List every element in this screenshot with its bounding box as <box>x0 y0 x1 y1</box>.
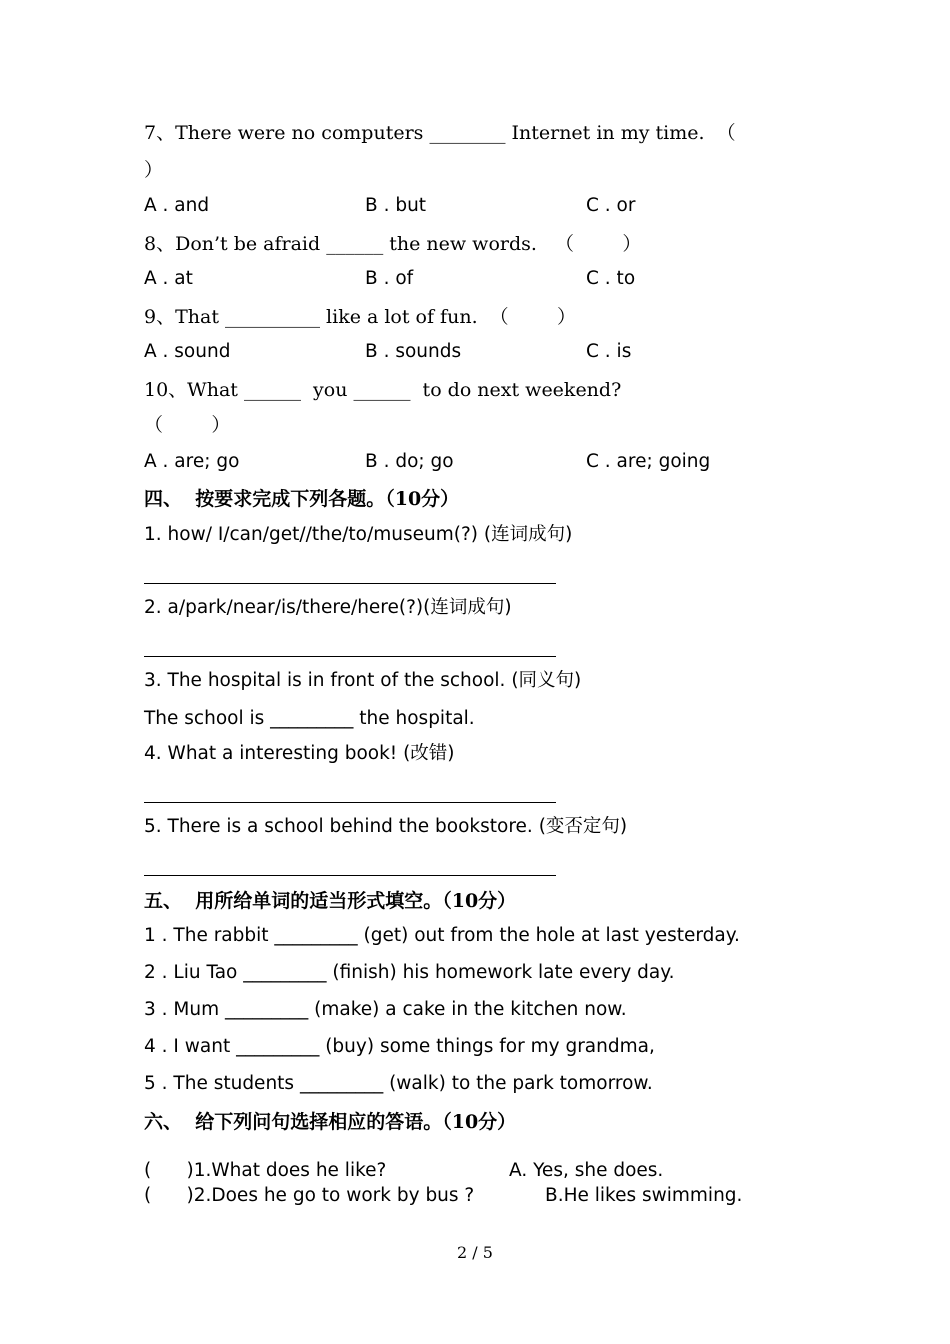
answer-line-1 <box>144 583 556 584</box>
section4-heading: 四、 按要求完成下列各题。（10分） <box>144 488 460 510</box>
q7-option-b: B . but <box>365 195 427 216</box>
section5-heading: 五、 用所给单词的适当形式填空。（10分） <box>144 890 517 912</box>
answer-line-4 <box>144 875 556 876</box>
q9-stem: 9、That __________ like a lot of fun. （ ） <box>144 306 576 328</box>
section4-item-4: 4. What a interesting book! (改错) <box>144 743 455 764</box>
section5-item-1: 1 . The rabbit _________ (get) out from the hole at last yesterday. <box>144 925 740 946</box>
q7-stem: 7、There were no computers ________ Internet in my time. （ <box>144 122 736 144</box>
q9-option-b: B . sounds <box>365 341 462 362</box>
q10-option-c: C . are; going <box>586 451 711 472</box>
answer-line-2 <box>144 656 556 657</box>
section5-item-5: 5 . The students _________ (walk) to the park tomorrow. <box>144 1073 653 1094</box>
section6-answer-b: B.He likes swimming. <box>545 1185 743 1206</box>
q10-option-b: B . do; go <box>365 451 454 472</box>
q8-option-a: A . at <box>144 268 193 289</box>
q8-option-b: B . of <box>365 268 414 289</box>
page-number: 2 / 5 <box>457 1243 493 1262</box>
q8-option-c: C . to <box>586 268 636 289</box>
answer-line-3 <box>144 802 556 803</box>
q7-option-c: C . or <box>586 195 636 216</box>
section5-item-4: 4 . I want _________ (buy) some things for my grandma, <box>144 1036 655 1057</box>
q7-option-a: A . and <box>144 195 210 216</box>
q10-option-a: A . are; go <box>144 451 240 472</box>
section4-item-5: 5. There is a school behind the bookstore. (变否定句) <box>144 816 628 837</box>
section4-item-1: 1. how/ I/can/get//the/to/museum(?) (连词成句) <box>144 524 573 545</box>
q9-option-a: A . sound <box>144 341 231 362</box>
q7-paren-close: ） <box>144 159 164 181</box>
q9-option-c: C . is <box>586 341 632 362</box>
section5-item-2: 2 . Liu Tao _________ (finish) his homework late every day. <box>144 962 675 983</box>
q8-stem: 8、Don’t be afraid ______ the new words. （ ） <box>144 233 642 255</box>
section6-question-1: ( )1.What does he like? <box>144 1160 387 1181</box>
section6-heading: 六、 给下列问句选择相应的答语。（10分） <box>144 1111 517 1133</box>
q10-stem: 10、What ______ you ______ to do next weekend? <box>144 379 622 401</box>
q10-paren: （ ） <box>144 414 231 436</box>
section6-answer-a: A. Yes, she does. <box>509 1160 664 1181</box>
section5-item-3: 3 . Mum _________ (make) a cake in the kitchen now. <box>144 999 627 1020</box>
section4-item-2: 2. a/park/near/is/there/here(?)(连词成句) <box>144 597 512 618</box>
section4-item-3-fill: The school is _________ the hospital. <box>144 708 475 729</box>
section6-question-2: ( )2.Does he go to work by bus ? <box>144 1185 475 1206</box>
section4-item-3: 3. The hospital is in front of the school. (同义句) <box>144 670 582 691</box>
